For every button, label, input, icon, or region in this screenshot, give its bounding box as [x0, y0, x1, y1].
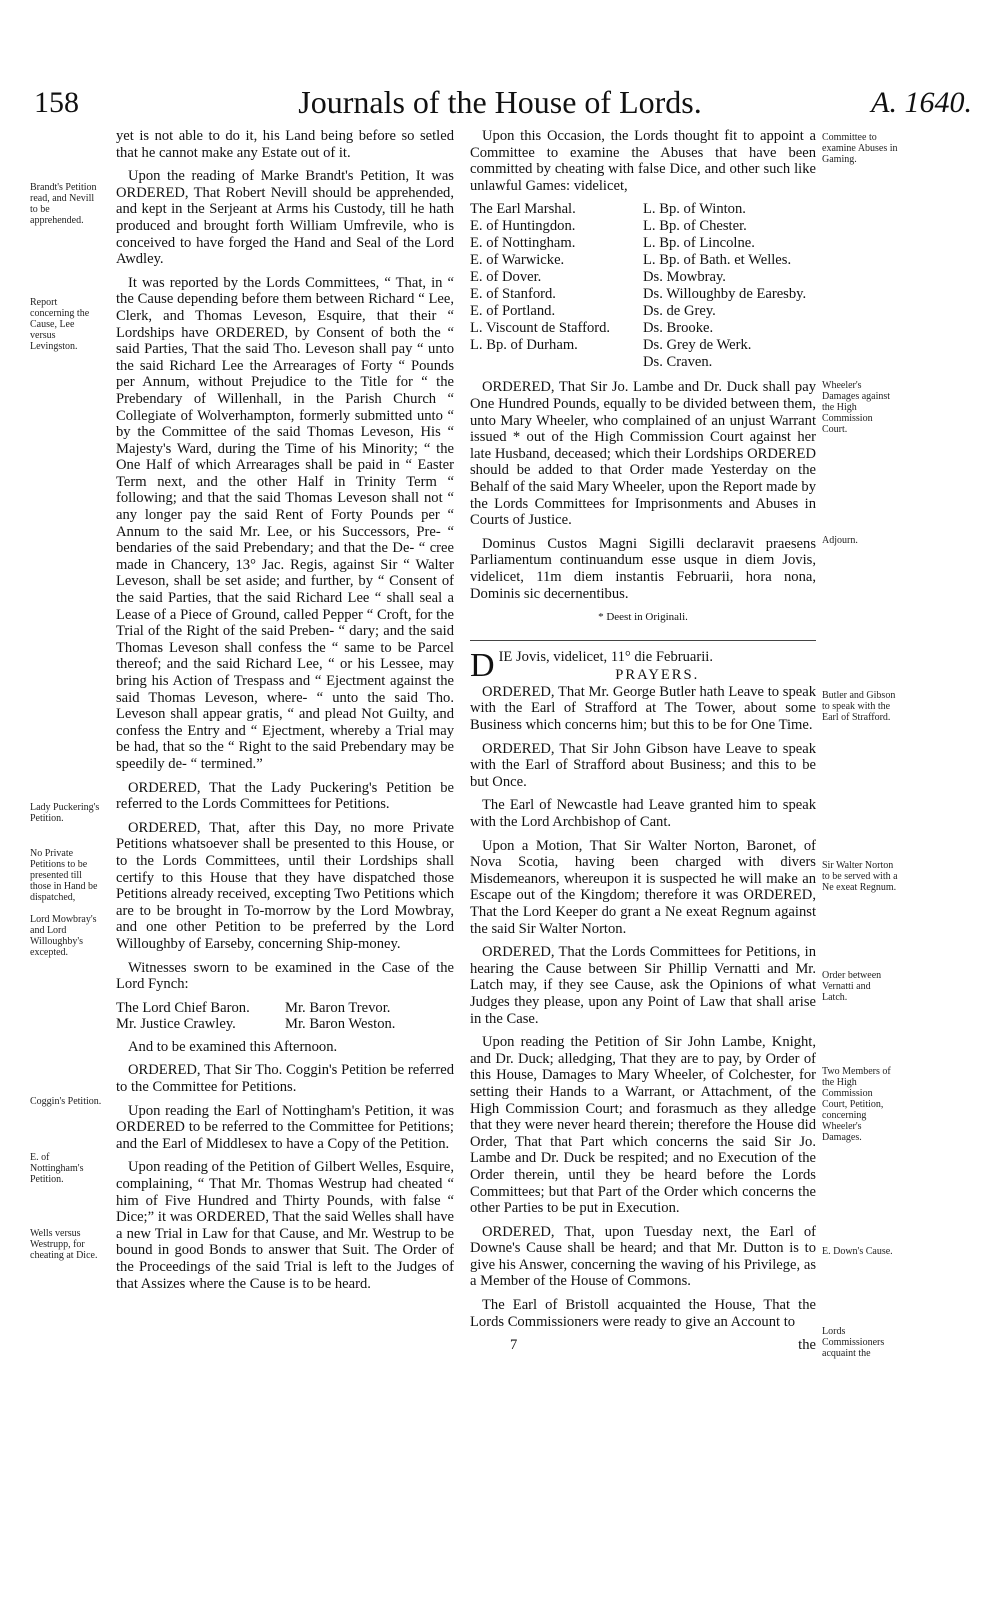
drop-cap: D [470, 648, 495, 684]
margin-note-commissioners: Lords Commissioners acquaint the [822, 1326, 885, 1359]
committee-list [470, 201, 816, 371]
committee-member: E. of Stanford. [470, 286, 556, 303]
left-column [116, 128, 454, 1299]
signature-mark: 7 [510, 1337, 518, 1354]
paragraph: Upon reading of the Petition of Gilbert Welles, Esquire, complaining, “ That Mr. Thomas Westrup had cheated “ him of Five Hundred and Thirty Pounds, with false “ Dice;” it was ORDERED, That the said Welles shall have a new Trial in Law for that Cause, and Mr. Westrup to be bound in good Bonds to answer that Suit. The Order of the Proceedings of the said Trial is left to the Judges of that Assizes where the Cause is to be heard. [116, 1159, 454, 1292]
paragraph: ORDERED, That Sir John Gibson have Leave to speak with the Earl of Strafford about Business; and this to be but Once. [470, 740, 816, 790]
page-header [28, 78, 972, 130]
day-heading [470, 649, 816, 684]
page-number: 158 [34, 86, 79, 119]
margin-note-adjourn: Adjourn. [822, 535, 858, 546]
prayers-heading: PRAYERS. [615, 667, 700, 684]
committee-list-left [470, 201, 643, 371]
right-column [470, 128, 816, 1355]
paragraph: Upon this Occasion, the Lords thought fit to appoint a Committee to examine the Abuses that have been committed by cheating with false Dice, and other such like unlawful Games: videlicet, [470, 128, 816, 194]
paragraph: It was reported by the Lords Committees, “ That, in “ the Cause depending before them between Richard “ Lee, Clerk, and Thomas Leveson, Esquire, that their “ Lordships have ORDERED, by Consent of both the “ said Parties, That the said Tho. Leveson shall pay “ unto the said Richard Lee the Arrearages of Forty “ Pounds per Annum, without Prejudice to the Title for “ the Prebendary of Willenhall, in the Parish Church “ Collegiate of Wolverhampton, formerly submitted unto “ by the Committee of the said Thomas Leveson, His “ Majesty's Ward, during the Time of his Minority; “ the One Half of which Arrearages shall be paid in “ Easter Term next, and the other Half in Trinity Term “ following; and that the said Thomas Leveson shall not “ any longer pay the said Rent of Forty Pounds per “ Annum to the said Mr. Lee, or his Successors, Pre- “ bendaries of the said Prebendary; and that the De- “ cree made in Chancery, 13° Jac. Regis, against Sir “ Walter Leveson, shall be set aside; and further, by “ Consent of the said Parties, that the said Richard Lee “ shall seal a Lease of a Piece of Ground, called Pepper “ Croft, for the Trial of the Right of the said Preben- “ dary; and the said Thomas Leveson shall confess the “ same to be Parcel thereof; and the said Richard Lee, “ or his Lessee, may bring his Action of Trespass and “ Ejectment against the said Thomas Leveson, where- “ unto the said Tho. Leveson shall appear gratis, “ and plead Not Guilty, and confess the Entry and “ Ejectment, whereby a Trial may be had, that so the “ Right to the said Prebendary may be speedily de- “ termined.” [116, 274, 454, 772]
witness-intro: Witnesses sworn to be examined in the Case of the Lord Fynch: [116, 959, 454, 993]
margin-note-coggin: Coggin's Petition. [30, 1096, 102, 1107]
paragraph: ORDERED, That Sir Tho. Coggin's Petition be referred to the Committee for Petitions. [116, 1062, 454, 1096]
margin-note-wells: Wells versus Westrupp, for cheating at Dice. [30, 1228, 98, 1261]
margin-note-report-lee: Report concerning the Cause, Lee versus Levingston. [30, 297, 90, 352]
witness-name: Mr. Justice Crawley. [116, 1016, 236, 1033]
margin-note-private-petitions: No Private Petitions to be presented till those in Hand be dispatched, [30, 848, 98, 903]
committee-member: E. of Dover. [470, 269, 542, 286]
committee-member: L. Bp. of Durham. [470, 337, 578, 354]
paragraph: Upon the reading of Marke Brandt's Petition, It was ORDERED, That Robert Nevill should be apprehended, and kept in the Serjeant at Arms his Custody, till he hath produced and brought forth William Umfrevile, who is conceived to have forged the Hand and Seal of the Lord Awdley. [116, 168, 454, 268]
paragraph: yet is not able to do it, his Land being before so setled that he cannot make any Estate out of it. [116, 128, 454, 161]
page-footer [470, 1337, 816, 1355]
margin-note-lambe-duck: Two Members of the High Commission Court, Petition, concerning Wheeler's Damages. [822, 1066, 891, 1143]
committee-member: Ds. de Grey. [643, 303, 716, 320]
committee-member: E. of Huntingdon. [470, 218, 576, 235]
committee-member: Ds. Brooke. [643, 320, 714, 337]
margin-note-butler-gibson: Butler and Gibson to speak with the Earl of Strafford. [822, 690, 896, 723]
committee-member: Ds. Craven. [643, 354, 713, 371]
paragraph: The Earl of Bristoll acquainted the House, That the Lords Commissioners were ready to give an Account to [470, 1297, 816, 1330]
committee-member: L. Bp. of Winton. [643, 201, 746, 218]
witness-name: The Lord Chief Baron. [116, 999, 250, 1016]
committee-member: Ds. Grey de Werk. [643, 337, 752, 354]
witness-name: Mr. Baron Trevor. [285, 999, 391, 1016]
paragraph: Dominus Custos Magni Sigilli declaravit praesens Parliamentum continuandum esse usque in diem Jovis, videlicet, 11m diem instantis Februarii, hora nona, Dominis sic decernentibus. [470, 535, 816, 602]
committee-member: The Earl Marshal. [470, 201, 576, 218]
catchword: the [798, 1337, 816, 1354]
margin-note-puckering: Lady Puckering's Petition. [30, 802, 100, 824]
footnote: * Deest in Originali. [598, 611, 688, 624]
margin-note-committee-gaming: Committee to examine Abuses in Gaming. [822, 132, 898, 165]
committee-member: L. Bp. of Bath. et Welles. [643, 252, 792, 269]
running-title: Journals of the House of Lords. [298, 84, 702, 120]
paragraph: ORDERED, That Mr. George Butler hath Leave to speak with the Earl of Strafford at The Tower, about some Business which concerns him; but this to be for One Time. [470, 683, 816, 734]
margin-note-wheeler: Wheeler's Damages against the High Commission Court. [822, 380, 891, 435]
year-heading: A. 1640. [871, 86, 972, 119]
witness-list [116, 1000, 454, 1033]
paragraph: Upon reading the Earl of Nottingham's Petition, it was ORDERED to be referred to the Committee for Petitions; and the Earl of Middlesex to have a Copy of the Petition. [116, 1102, 454, 1152]
committee-member: Ds. Mowbray. [643, 269, 726, 286]
divider [470, 640, 816, 641]
committee-member: L. Viscount de Stafford. [470, 320, 611, 337]
paragraph: Upon reading the Petition of Sir John Lambe, Knight, and Dr. Duck; alledging, That they are to pay, by Order of this House, Damages to Mary Wheeler, of Colchester, for setting their Hands to a Warrant, or Attachment, of the High Commission Court; and forasmuch as they alledge that they were never heard therein; therefore the House did Order, That that Part which concerns the said Sir Jo. Lambe and Dr. Duck be respited; and no Execution of the Order therein, until they be heard before the Lords Committees; but that Part of the Order which concerns the other Parties to be put in Execution. [470, 1034, 816, 1217]
margin-note-down: E. Down's Cause. [822, 1246, 893, 1257]
paragraph: ORDERED, That, upon Tuesday next, the Earl of Downe's Cause shall be heard; and that Mr. Dutton is to give his Answer, concerning the waving of his Privilege, as a Member of the House of Commons. [470, 1223, 816, 1290]
paragraph: ORDERED, That the Lords Committees for Petitions, in hearing the Cause between Sir Phillip Vernatti and Mr. Latch may, if they see Cause, ask the Opinions of what Judges they please, upon any Point of Law that shall arise in the Case. [470, 944, 816, 1027]
committee-member: L. Bp. of Lincolne. [643, 235, 755, 252]
paragraph: The Earl of Newcastle had Leave granted him to speak with the Lord Archbishop of Cant. [470, 797, 816, 831]
paragraph: ORDERED, That Sir Jo. Lambe and Dr. Duck shall pay One Hundred Pounds, equally to be divided between them, unto Mary Wheeler, who complained of an unjust Warrant issued * out of the High Commission Court against her late Husband, deceased; which their Lordships ORDERED should be added to that Order made Yesterday on the Behalf of the said Mary Wheeler, upon the Report made by the Lords Committees for Imprisonments and Abuses in Courts of Justice. [470, 379, 816, 529]
committee-member: E. of Nottingham. [470, 235, 576, 252]
margin-note-mowbray: Lord Mowbray's and Lord Willoughby's excepted. [30, 914, 97, 958]
margin-note-brandt: Brandt's Petition read, and Nevill to be apprehended. [30, 182, 97, 226]
margin-note-norton: Sir Walter Norton to be served with a Ne exeat Regnum. [822, 860, 898, 893]
committee-member: E. of Warwicke. [470, 252, 565, 269]
margin-note-vernatti: Order between Vernatti and Latch. [822, 970, 882, 1003]
paragraph: ORDERED, That the Lady Puckering's Petition be referred to the Lords Committees for Petitions. [116, 779, 454, 813]
day-heading-text: IE Jovis, videlicet, 11° die Februarii. [498, 648, 713, 665]
margin-note-nottingham: E. of Nottingham's Petition. [30, 1152, 84, 1185]
paragraph: And to be examined this Afternoon. [128, 1038, 338, 1055]
committee-member: Ds. Willoughby de Earesby. [643, 286, 807, 303]
committee-member: E. of Portland. [470, 303, 556, 320]
paragraph: ORDERED, That, after this Day, no more Private Petitions whatsoever shall be presented to this House, or to the Lords Committees, until their Lordships shall certify to this House that they have dispatched those Petitions already received, excepting Two Petitions which are to be brought in To-morrow by the Lord Mowbray, and one other Petition to be preferred by the Lord Willoughby of Earseby, concerning Ship-money. [116, 819, 454, 952]
paragraph: Upon a Motion, That Sir Walter Norton, Baronet, of Nova Scotia, having been charged with divers Misdemeanors, whereupon it is suspected he will make an Escape out of the Kingdom; therefore it was ORDERED, That the Lord Keeper do grant a Ne exeat Regnum against the said Sir Walter Norton. [470, 837, 816, 937]
witness-name: Mr. Baron Weston. [285, 1016, 396, 1033]
committee-list-right [643, 201, 816, 371]
committee-member: L. Bp. of Chester. [643, 218, 747, 235]
